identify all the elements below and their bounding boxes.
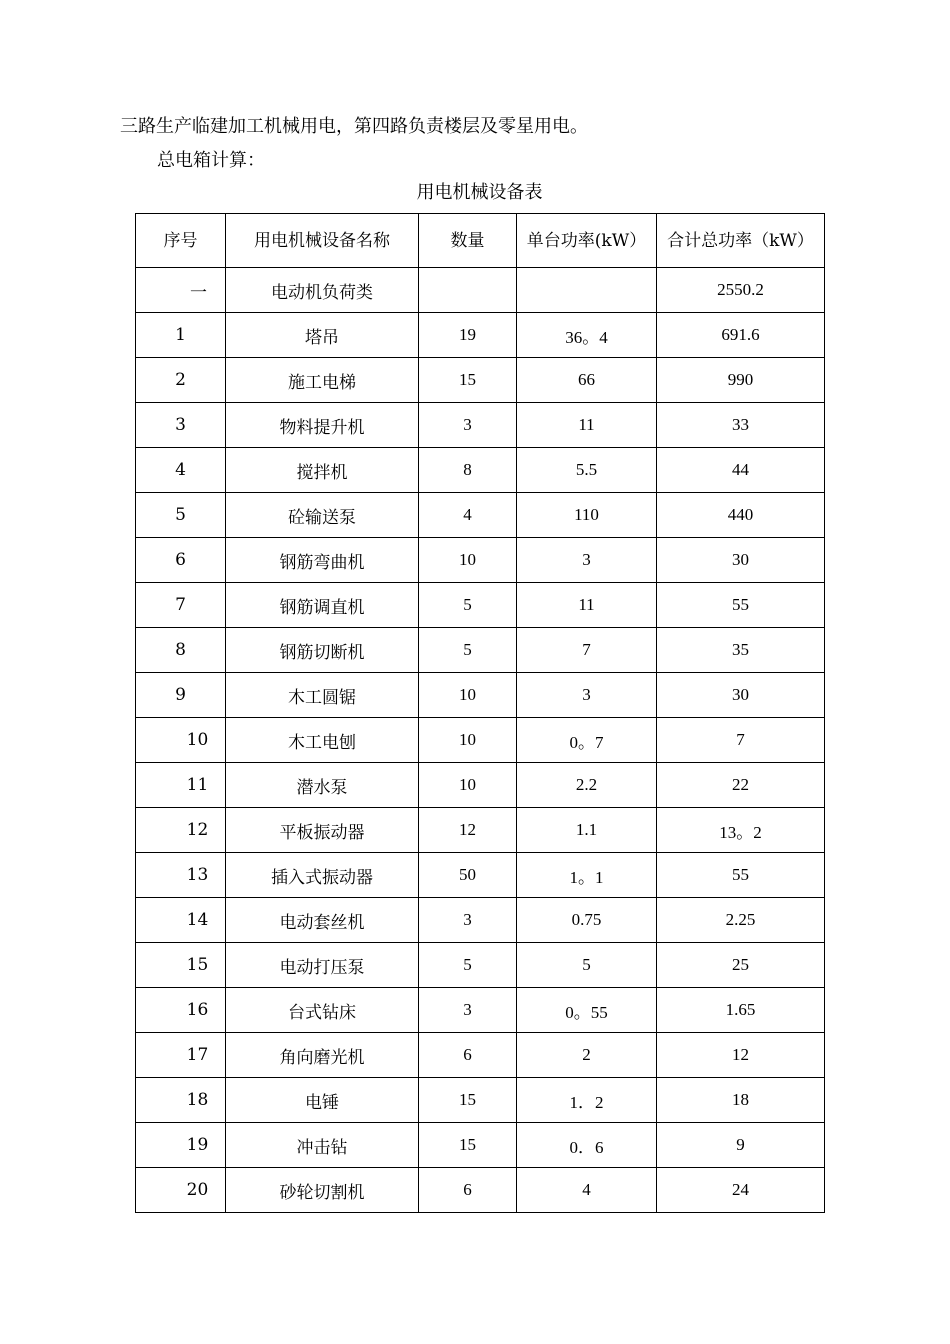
cell-index: 20 — [136, 1168, 226, 1213]
cell-name: 电锤 — [226, 1078, 419, 1123]
table-row — [136, 313, 825, 358]
table-row — [136, 493, 825, 538]
table-row — [136, 898, 825, 943]
cell-qty: 10 — [419, 718, 517, 763]
cell-index: 一 — [136, 268, 226, 313]
cell-unit-power: 4 — [517, 1168, 657, 1213]
cell-name: 电动打压泵 — [226, 943, 419, 988]
cell-unit-power: 110 — [517, 493, 657, 538]
table-row — [136, 268, 825, 313]
cell-unit-power: 1。1 — [517, 853, 657, 898]
cell-total-power: 24 — [657, 1168, 825, 1213]
cell-name: 冲击钻 — [226, 1123, 419, 1168]
cell-unit-power: 5 — [517, 943, 657, 988]
cell-total-power: 1.65 — [657, 988, 825, 1033]
cell-total-power: 18 — [657, 1078, 825, 1123]
cell-unit-power: 0.75 — [517, 898, 657, 943]
cell-unit-power: 3 — [517, 673, 657, 718]
cell-total-power: 2550.2 — [657, 268, 825, 313]
cell-total-power: 9 — [657, 1123, 825, 1168]
cell-total-power: 7 — [657, 718, 825, 763]
table-row — [136, 448, 825, 493]
cell-unit-power: 0．6 — [517, 1123, 657, 1168]
cell-total-power: 990 — [657, 358, 825, 403]
cell-unit-power: 11 — [517, 403, 657, 448]
header-qty: 数量 — [419, 214, 517, 268]
cell-qty: 15 — [419, 1123, 517, 1168]
cell-total-power: 35 — [657, 628, 825, 673]
table-row — [136, 1123, 825, 1168]
cell-index: 15 — [136, 943, 226, 988]
cell-name: 钢筋切断机 — [226, 628, 419, 673]
cell-name: 插入式振动器 — [226, 853, 419, 898]
cell-qty: 10 — [419, 673, 517, 718]
table-row — [136, 1033, 825, 1078]
equipment-table — [135, 213, 825, 1213]
cell-name: 木工电刨 — [226, 718, 419, 763]
cell-unit-power: 5.5 — [517, 448, 657, 493]
cell-qty: 3 — [419, 988, 517, 1033]
cell-unit-power: 36。4 — [517, 313, 657, 358]
cell-total-power: 22 — [657, 763, 825, 808]
cell-qty: 19 — [419, 313, 517, 358]
cell-name: 砼输送泵 — [226, 493, 419, 538]
cell-index: 2 — [136, 358, 226, 403]
cell-qty: 3 — [419, 403, 517, 448]
cell-total-power: 44 — [657, 448, 825, 493]
cell-index: 1 — [136, 313, 226, 358]
cell-qty: 3 — [419, 898, 517, 943]
cell-total-power: 33 — [657, 403, 825, 448]
cell-unit-power: 2.2 — [517, 763, 657, 808]
cell-total-power: 13。2 — [657, 808, 825, 853]
cell-total-power: 55 — [657, 853, 825, 898]
cell-index: 14 — [136, 898, 226, 943]
cell-index: 13 — [136, 853, 226, 898]
cell-total-power: 440 — [657, 493, 825, 538]
table-row — [136, 1078, 825, 1123]
table-body — [136, 268, 825, 1213]
table-row — [136, 673, 825, 718]
cell-name: 平板振动器 — [226, 808, 419, 853]
table-row — [136, 853, 825, 898]
cell-qty: 6 — [419, 1168, 517, 1213]
cell-name: 电动套丝机 — [226, 898, 419, 943]
cell-index: 19 — [136, 1123, 226, 1168]
cell-total-power: 25 — [657, 943, 825, 988]
cell-total-power: 55 — [657, 583, 825, 628]
header-total-power: 合计总功率（kW） — [657, 214, 825, 268]
cell-index: 7 — [136, 583, 226, 628]
cell-name: 钢筋调直机 — [226, 583, 419, 628]
cell-total-power: 30 — [657, 538, 825, 583]
cell-index: 9 — [136, 673, 226, 718]
table-row — [136, 403, 825, 448]
cell-name: 潜水泵 — [226, 763, 419, 808]
cell-unit-power: 0。55 — [517, 988, 657, 1033]
cell-total-power: 12 — [657, 1033, 825, 1078]
cell-unit-power: 7 — [517, 628, 657, 673]
header-name: 用电机械设备名称 — [226, 214, 419, 268]
cell-index: 6 — [136, 538, 226, 583]
table-row — [136, 1168, 825, 1213]
cell-name: 电动机负荷类 — [226, 268, 419, 313]
table-row — [136, 718, 825, 763]
table-row — [136, 763, 825, 808]
cell-qty: 10 — [419, 763, 517, 808]
cell-qty: 10 — [419, 538, 517, 583]
cell-name: 搅拌机 — [226, 448, 419, 493]
section-heading: 总电箱计算： — [157, 150, 265, 171]
table-caption: 用电机械设备表 — [416, 182, 543, 203]
table-row — [136, 538, 825, 583]
cell-name: 施工电梯 — [226, 358, 419, 403]
cell-index: 18 — [136, 1078, 226, 1123]
header-index: 序号 — [136, 214, 226, 268]
cell-qty: 5 — [419, 583, 517, 628]
cell-qty: 12 — [419, 808, 517, 853]
cell-qty — [419, 268, 517, 313]
cell-qty: 50 — [419, 853, 517, 898]
cell-unit-power: 66 — [517, 358, 657, 403]
cell-index: 3 — [136, 403, 226, 448]
cell-name: 砂轮切割机 — [226, 1168, 419, 1213]
cell-qty: 6 — [419, 1033, 517, 1078]
cell-name: 钢筋弯曲机 — [226, 538, 419, 583]
cell-unit-power: 3 — [517, 538, 657, 583]
table-row — [136, 988, 825, 1033]
cell-unit-power: 1．2 — [517, 1078, 657, 1123]
table-row — [136, 628, 825, 673]
cell-qty: 5 — [419, 628, 517, 673]
cell-total-power: 2.25 — [657, 898, 825, 943]
cell-qty: 5 — [419, 943, 517, 988]
cell-total-power: 691.6 — [657, 313, 825, 358]
cell-name: 塔吊 — [226, 313, 419, 358]
table-row — [136, 358, 825, 403]
cell-unit-power — [517, 268, 657, 313]
table-row — [136, 583, 825, 628]
cell-name: 台式钻床 — [226, 988, 419, 1033]
table-row — [136, 808, 825, 853]
cell-index: 12 — [136, 808, 226, 853]
table-row — [136, 943, 825, 988]
cell-unit-power: 11 — [517, 583, 657, 628]
cell-index: 10 — [136, 718, 226, 763]
cell-index: 11 — [136, 763, 226, 808]
cell-qty: 4 — [419, 493, 517, 538]
table-header-row — [136, 214, 825, 268]
cell-unit-power: 2 — [517, 1033, 657, 1078]
cell-unit-power: 1.1 — [517, 808, 657, 853]
cell-qty: 8 — [419, 448, 517, 493]
cell-qty: 15 — [419, 1078, 517, 1123]
cell-index: 5 — [136, 493, 226, 538]
cell-name: 物料提升机 — [226, 403, 419, 448]
cell-index: 4 — [136, 448, 226, 493]
cell-index: 16 — [136, 988, 226, 1033]
cell-unit-power: 0。7 — [517, 718, 657, 763]
cell-name: 木工圆锯 — [226, 673, 419, 718]
cell-qty: 15 — [419, 358, 517, 403]
cell-index: 17 — [136, 1033, 226, 1078]
cell-total-power: 30 — [657, 673, 825, 718]
header-unit-power: 单台功率(kW） — [517, 214, 657, 268]
body-paragraph: 三路生产临建加工机械用电，第四路负责楼层及零星用电。 — [120, 116, 588, 137]
cell-index: 8 — [136, 628, 226, 673]
cell-name: 角向磨光机 — [226, 1033, 419, 1078]
